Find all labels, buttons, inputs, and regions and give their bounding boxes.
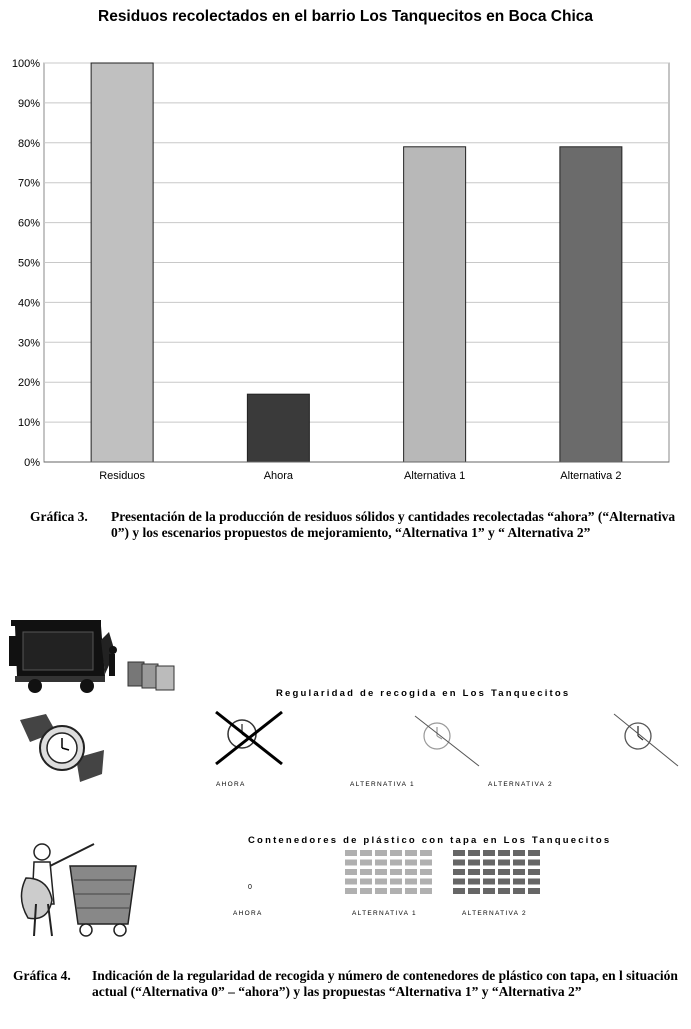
container-icon [453, 888, 465, 894]
caption-4-label: Gráfica 4. [13, 968, 71, 983]
x-tick-label: Alternativa 1 [404, 470, 466, 482]
container-icon [498, 860, 510, 866]
container-icon [468, 860, 480, 866]
container-icon [375, 879, 387, 885]
y-tick-label: 0% [24, 457, 40, 469]
regularity-label-ahora: AHORA [216, 781, 246, 788]
container-icon [453, 850, 465, 856]
container-icon [345, 879, 357, 885]
container-grid-alternativa-2 [450, 848, 545, 898]
container-icon [453, 879, 465, 885]
waste-cart-icon [66, 860, 140, 938]
container-icon [360, 879, 372, 885]
container-icon [483, 888, 495, 894]
containers-label-alternativa-2: ALTERNATIVA 2 [462, 910, 527, 917]
chart-title: Residuos recolectados en el barrio Los Tanquecitos en Boca Chica [98, 8, 593, 25]
containers-title: Contenedores de plástico con tapa en Los Tanquecitos [248, 835, 612, 846]
containers-label-ahora: AHORA [233, 910, 263, 917]
container-icon [468, 879, 480, 885]
caption-3-label: Gráfica 3. [30, 509, 88, 524]
container-icon [420, 869, 432, 875]
container-icon [345, 888, 357, 894]
container-icon [420, 850, 432, 856]
container-icon [405, 860, 417, 866]
x-tick-label: Ahora [263, 470, 294, 482]
container-icon [513, 860, 525, 866]
y-tick-label: 40% [17, 297, 40, 310]
container-icon [375, 888, 387, 894]
container-icon [483, 860, 495, 866]
container-icon [375, 860, 387, 866]
container-icon [498, 879, 510, 885]
container-icon [528, 850, 540, 856]
container-icon [390, 850, 402, 856]
container-icon [420, 888, 432, 894]
container-icon [390, 869, 402, 875]
container-icon [468, 888, 480, 894]
regularity-label-alternativa-1: ALTERNATIVA 1 [350, 781, 415, 788]
container-icon [528, 879, 540, 885]
container-icon [375, 869, 387, 875]
container-grid-alternativa-1 [342, 848, 437, 898]
container-icon [390, 860, 402, 866]
container-icon [498, 850, 510, 856]
container-icon [513, 869, 525, 875]
container-icon [360, 869, 372, 875]
bar-ahora [247, 394, 309, 462]
container-icon [528, 888, 540, 894]
container-icon [498, 888, 510, 894]
container-icon [345, 860, 357, 866]
containers-label-alternativa-1: ALTERNATIVA 1 [352, 910, 417, 917]
container-icon [405, 888, 417, 894]
wristwatch-icon [16, 712, 108, 784]
container-icon [528, 869, 540, 875]
bar-chart [0, 50, 691, 485]
container-icon [528, 860, 540, 866]
y-tick-label: 80% [17, 137, 40, 150]
container-icon [405, 850, 417, 856]
bar-alternativa-2 [560, 147, 622, 462]
container-icon [483, 879, 495, 885]
y-tick-label: 10% [17, 417, 40, 430]
container-icon [420, 860, 432, 866]
y-tick-label: 50% [17, 257, 40, 270]
x-tick-label: Alternativa 2 [560, 470, 622, 482]
containers-zero-value: 0 [248, 884, 252, 891]
container-icon [360, 888, 372, 894]
clock-icon [210, 708, 292, 770]
clock-icon [606, 708, 686, 770]
caption-3-text: Presentación de la producción de residuos sólidos y cantidades recolectadas “ahora” (“Alternativa 0”) y los escenarios propuestos de mejoramiento, “Alternativa 1” y “ Alternativa 2” [111, 509, 676, 540]
container-icon [360, 850, 372, 856]
y-tick-label: 90% [17, 97, 40, 110]
y-tick-label: 30% [17, 337, 40, 350]
bar-alternativa-1 [404, 147, 466, 462]
y-tick-label: 100% [11, 58, 40, 70]
container-icon [405, 869, 417, 875]
container-icon [498, 869, 510, 875]
container-icon [453, 869, 465, 875]
container-icon [513, 879, 525, 885]
container-icon [375, 850, 387, 856]
container-icon [390, 879, 402, 885]
y-tick-label: 70% [17, 177, 40, 190]
container-icon [420, 879, 432, 885]
container-icon [360, 860, 372, 866]
container-icon [483, 869, 495, 875]
bar-residuos [91, 63, 153, 462]
regularity-label-alternativa-2: ALTERNATIVA 2 [488, 781, 553, 788]
y-tick-label: 60% [17, 217, 40, 230]
container-icon [405, 879, 417, 885]
y-tick-label: 20% [17, 377, 40, 390]
clock-icon [405, 708, 487, 770]
regularity-title: Regularidad de recogida en Los Tanquecitos [276, 688, 571, 699]
container-icon [468, 869, 480, 875]
container-icon [468, 850, 480, 856]
trash-bins-icon [126, 656, 178, 692]
container-icon [390, 888, 402, 894]
container-icon [513, 850, 525, 856]
x-tick-label: Residuos [99, 470, 146, 482]
container-icon [345, 869, 357, 875]
caption-4-text: Indicación de la regularidad de recogida y número de contenedores de plástico con tapa, en l situación actual (“Alternativa 0” – “ahora”) y las propuestas “Alternativa 1” y “Alternativa 2” [92, 968, 678, 999]
container-icon [483, 850, 495, 856]
container-icon [513, 888, 525, 894]
container-icon [453, 860, 465, 866]
container-icon [345, 850, 357, 856]
